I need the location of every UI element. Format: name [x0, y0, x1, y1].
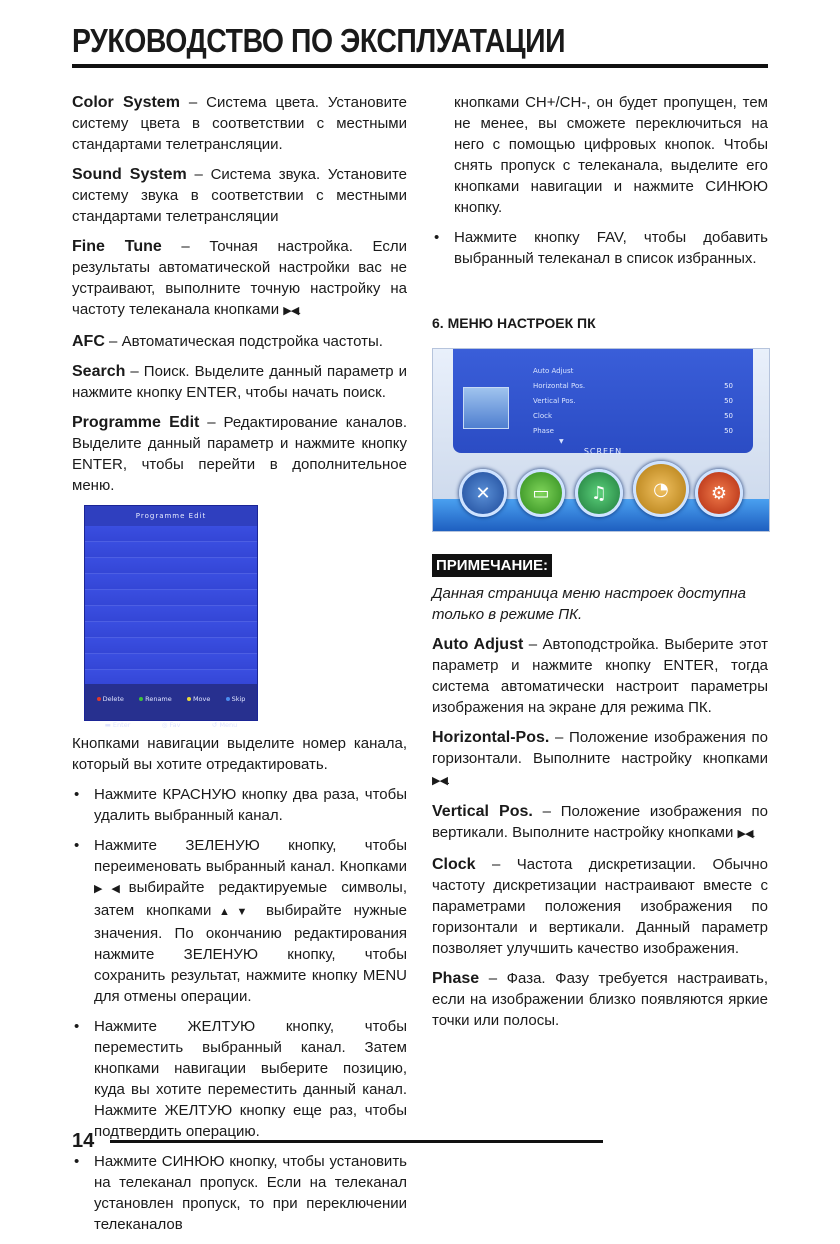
programme-edit-title: Programme Edit [85, 506, 257, 526]
menu-item-value: 50 [724, 397, 733, 405]
menu-item-label: Clock [533, 412, 553, 420]
para-fine-tune [72, 236, 407, 322]
bullet-text: выбирайте нужные значения. По окончанию редактирования нажмите ЗЕЛЕНУЮ кнопку, чтобы сохранить результат, нажмите кнопку MENU для отмены операции. [94, 902, 407, 1005]
screen-thumbnail-icon [463, 387, 509, 429]
para-afc [72, 331, 407, 352]
left-right-arrows-icon: ▶◀. [283, 305, 301, 317]
legend-label: Skip [231, 695, 246, 703]
legend-label: Enter [112, 721, 131, 729]
up-down-arrows-icon: ▲▼ [211, 906, 255, 918]
legend-move [187, 689, 210, 710]
list-item [85, 526, 257, 542]
menu-item-label: Phase [533, 427, 554, 435]
picture-icon: ▭ [517, 469, 565, 517]
legend-delete [97, 689, 124, 710]
enter-icon: ▬ [104, 721, 113, 729]
legend-menu [212, 715, 237, 736]
para-text: – Фаза. Фазу требуется настраивать, если на изображении близко появляются яркие точки или полосы. [432, 970, 768, 1029]
para-sound-system [72, 164, 407, 227]
list-item [85, 574, 257, 590]
para-vertical-pos [432, 801, 768, 845]
para-intro: Кнопками навигации выделите номер канала, который вы хотите отредактировать. [72, 735, 407, 773]
bullet-text: выбирайте редактируемые символы, затем кнопками [94, 879, 407, 919]
para-text: – Автоподстройка. Выберите этот параметр и нажмите кнопку ENTER, тогда система автоматически настроит параметры изображения на экране для режима ПК. [432, 636, 768, 716]
list-item [85, 622, 257, 638]
legend-rename [139, 689, 172, 710]
right-column [432, 92, 768, 1040]
menu-item-label: Horizontal Pos. [533, 382, 586, 390]
page-number: 14 [72, 1130, 95, 1152]
term-phase: Phase [432, 970, 480, 987]
red-dot-icon [97, 697, 101, 701]
fav-icon: ◎ [161, 721, 170, 729]
list-item [85, 558, 257, 574]
scroll-down-icon: ▼ [559, 438, 564, 445]
legend-enter [105, 715, 131, 736]
term-color-system: Color System [72, 94, 180, 111]
para-color-system [72, 92, 407, 155]
list-item [85, 542, 257, 558]
para-text: – Точная настройка. Если результаты автоматической настройки вас не устраивают, выполните точную настройку на частоту телеканала кнопками [72, 238, 407, 318]
legend-skip [226, 689, 246, 710]
bullet-item: • Нажмите кнопку FAV, чтобы добавить выбранный телеканал в список избранных. [432, 227, 768, 269]
legend-fav [162, 715, 181, 736]
bullet-list-right [432, 227, 768, 269]
term-search: Search [72, 363, 126, 380]
menu-item-value: 50 [724, 427, 733, 435]
bullet-item: • Нажмите ЖЕЛТУЮ кнопку, чтобы переместить выбранный канал. Затем кнопками навигации выберите позицию, куда вы хотите переместить данный канал. Нажмите ЖЕЛТУЮ кнопку еще раз, чтобы подтвердить операцию. [72, 1016, 407, 1142]
term-auto-adjust: Auto Adjust [432, 636, 524, 653]
bullet-continuation: кнопками CH+/CH-, он будет пропущен, тем не менее, вы сможете переключиться на него с помощью цифровых кнопок. Чтобы снять пропуск с телеканала, выделите его кнопками навигации и нажмите СИНЮЮ кнопку. [454, 94, 768, 216]
programme-edit-screen [84, 505, 258, 729]
para-search [72, 361, 407, 403]
pc-settings-panel [453, 349, 753, 456]
bullet-item [72, 835, 407, 1007]
para-text: – Автоматическая подстройка частоты. [104, 333, 383, 350]
legend-label: Move [192, 695, 211, 703]
screen-icon: ◔ [633, 461, 689, 517]
sound-icon: ♫ [575, 469, 623, 517]
return-icon: ↺ [211, 721, 220, 729]
bullet-item: • Нажмите СИНЮЮ кнопку, чтобы установить на телеканал пропуск. Если на телеканал установлен пропуск, то при переключении телеканалов [72, 1151, 407, 1235]
note-text: Данная страница меню настроек доступна только в режиме ПК. [432, 585, 746, 623]
para-text: – Редактирование каналов. Выделите данный параметр и нажмите кнопку ENTER, чтобы перейти в дополнительное меню. [72, 414, 407, 494]
para-text: – Поиск. Выделите данный параметр и нажмите кнопку ENTER, чтобы начать поиск. [72, 363, 407, 401]
bullet-item: • Нажмите КРАСНУЮ кнопку два раза, чтобы удалить выбранный канал. [72, 784, 407, 826]
menu-item-label: Vertical Pos. [533, 397, 576, 405]
list-item [85, 590, 257, 606]
term-horizontal-pos: Horizontal-Pos. [432, 729, 550, 746]
yellow-dot-icon [187, 697, 191, 701]
para-phase [432, 968, 768, 1031]
green-dot-icon [139, 697, 143, 701]
para-text: – Система цвета. Установите систему цвета в соответствии с местными стандартами телетрансляции. [72, 94, 407, 153]
setup-gear-icon: ⚙ [695, 469, 743, 517]
page-header-title: РУКОВОДСТВО ПО ЭКСПЛУАТАЦИИ [72, 22, 566, 59]
para-auto-adjust [432, 634, 768, 718]
list-item [85, 638, 257, 654]
menu-item-label: Auto Adjust [533, 367, 574, 375]
legend-label: Delete [102, 695, 124, 703]
programme-list [85, 526, 257, 684]
term-afc: AFC [72, 333, 105, 350]
para-programme-edit [72, 412, 407, 496]
term-sound-system: Sound System [72, 166, 187, 183]
para-horizontal-pos [432, 727, 768, 792]
note-label: ПРИМЕЧАНИЕ: [432, 554, 552, 577]
channel-icon: ✕ [459, 469, 507, 517]
term-clock: Clock [432, 856, 476, 873]
bullet-text: Нажмите ЗЕЛЕНУЮ кнопку, чтобы переименовать выбранный канал. Кнопками [94, 837, 407, 875]
left-right-arrows-icon: ▶◀. [432, 775, 449, 787]
header-rule [72, 64, 768, 68]
pc-settings-screen [432, 348, 770, 532]
term-programme-edit: Programme Edit [72, 414, 200, 431]
para-text: – Частота дискретизации. Обычно частоту дискретизации настраивают вместе с параметрами положения изображения по горизонтали и вертикали. Данный параметр позволяет улучшить качество изображения. [432, 856, 768, 957]
section-title: 6. МЕНЮ НАСТРОЕК ПК [432, 315, 596, 331]
term-fine-tune: Fine Tune [72, 238, 162, 255]
blue-dot-icon [226, 697, 230, 701]
left-column [72, 92, 407, 1244]
list-item [85, 606, 257, 622]
para-text: – Положение изображения по горизонтали. Выполните настройку кнопками [432, 729, 768, 767]
list-item [85, 654, 257, 670]
para-text: – Положение изображения по вертикали. Выполните настройку кнопками [432, 803, 768, 841]
legend-label: Rename [145, 695, 172, 703]
para-text: – Система звука. Установите систему звука в соответствии с местными стандартами телетрансляции [72, 166, 407, 225]
para-clock [432, 854, 768, 959]
footer-rule [110, 1140, 603, 1143]
programme-edit-legend [85, 684, 257, 729]
left-right-arrows-icon: ▶◀. [737, 828, 755, 840]
bullet-list-left [72, 784, 407, 1235]
menu-item-value: 50 [724, 412, 733, 420]
legend-label: Fav [169, 721, 181, 729]
legend-label: Menu [219, 721, 238, 729]
screen-tab-label: SCREEN [583, 447, 623, 456]
menu-item-value: 50 [724, 382, 733, 390]
term-vertical-pos: Vertical Pos. [432, 803, 533, 820]
left-right-arrows-icon: ▶◀ [94, 883, 129, 895]
